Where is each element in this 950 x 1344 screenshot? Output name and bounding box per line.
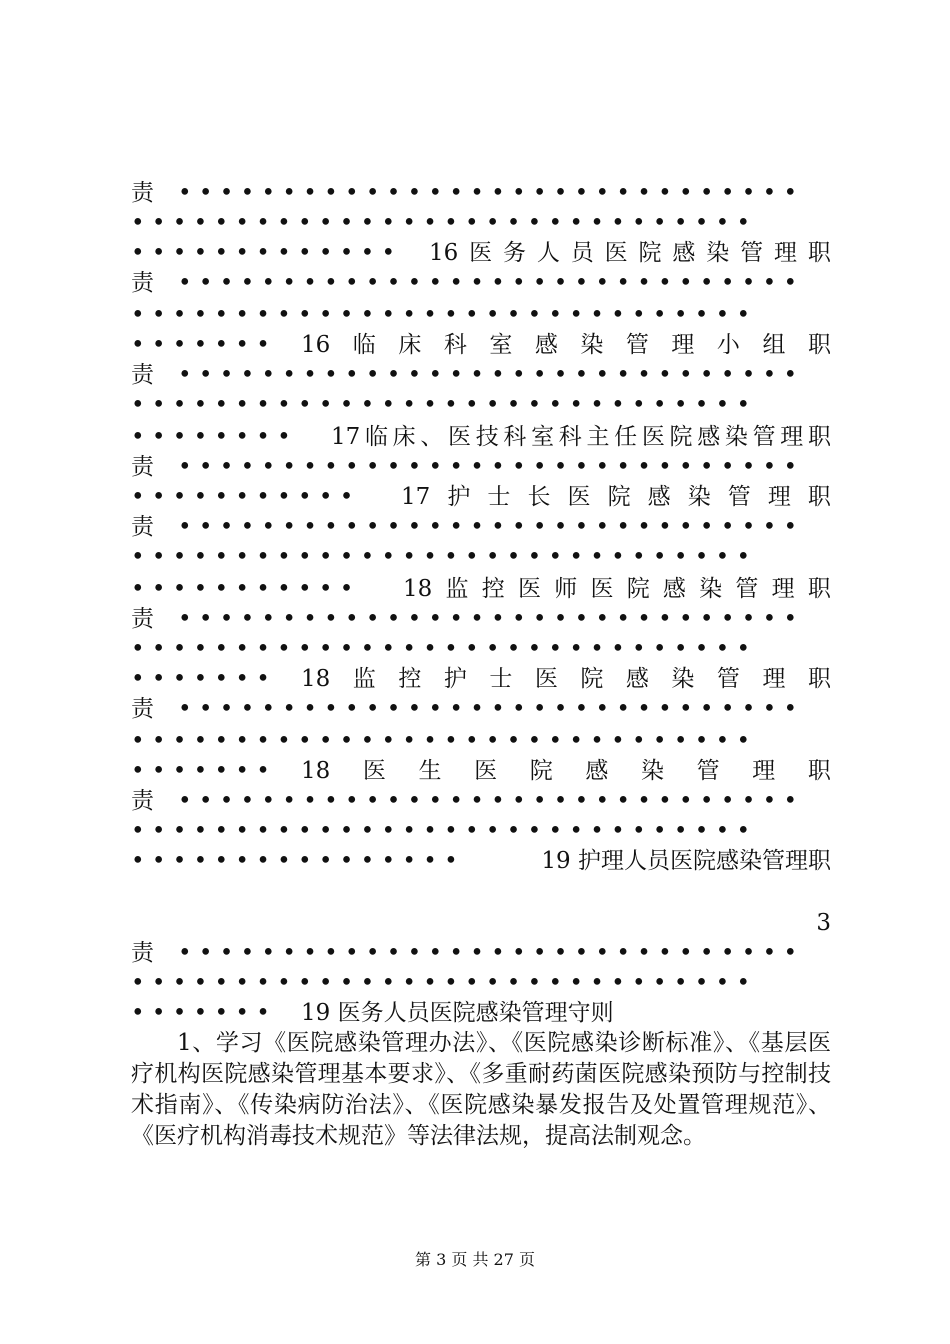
toc-title-char: 医 [362,758,386,784]
toc-leader-dots: • • • • • • • • • • • • • • • • • • • • • • • • • • • • • • [178,514,798,540]
toc-title-char: 职 [807,484,831,510]
toc-title-char: 理 [767,484,791,510]
toc-title-char: 室 [531,424,555,450]
toc-title-char: 理 [762,666,786,692]
toc-title-char: 感 [647,484,671,510]
toc-leader-dots: • • • • • • • • • • • • • [131,240,396,266]
toc-leader-dots: • • • • • • • • • • • • • • • • • • • • • • • • • • • • • • [131,728,751,754]
toc-title-char: 感 [672,240,696,266]
page-break-number: 3 [816,910,831,936]
toc-line [131,664,831,694]
toc-title-char: 16 [429,240,459,266]
toc-title-char: 务 [503,240,527,266]
toc-title-char: 监 [445,576,469,602]
toc-line [131,422,831,452]
toc-entry-title [301,664,831,694]
toc-leader-dots: • • • • • • • • • • • [131,576,354,602]
toc-title-char: 感 [662,576,686,602]
toc-title-char: 染 [724,424,748,450]
toc-line [131,634,831,664]
toc-line-head: 责 [131,514,154,540]
toc-line [131,542,831,572]
toc-title-char: 控 [481,576,505,602]
toc-title-char: 染 [580,332,604,358]
toc-entry-title [301,756,831,786]
toc-title-char: 职 [807,424,831,450]
toc-title-char: 医 [517,576,541,602]
toc-entry-title: 19 护理人员医院感染管理职 [541,848,831,874]
toc-line [131,360,831,390]
toc-title-char: 管 [735,576,759,602]
toc-leader-dots: • • • • • • • • • • • • • • • • • • • • • • • • • • • • • • [131,636,751,662]
toc-title-char: 医 [567,484,591,510]
toc-title-char: 管 [727,484,751,510]
toc-leader-dots: • • • • • • • [131,758,270,784]
toc-entry-title [401,482,831,512]
toc-title-char: 染 [671,666,695,692]
toc-title-char: 医 [641,424,665,450]
toc-title-char: 医 [448,424,472,450]
toc-leader-dots: • • • • • • • • • • • • • • • • • • • • • • • • • • • • • • [178,454,798,480]
toc-leader-dots: • • • • • • • • • • • • • • • • • • • • • • • • • • • • • • [178,180,798,206]
toc-title-char: 医 [469,240,493,266]
toc-title-char: 理 [771,576,795,602]
toc-entry-title [429,238,831,268]
toc-title-char: 院 [607,484,631,510]
toc-title-char: 感 [585,758,609,784]
toc-title-char: 染 [687,484,711,510]
toc-line [131,390,831,420]
toc-leader-dots: • • • • • • • • • • • • • • • • • • • • • • • • • • • • • • [131,302,751,328]
toc-line [131,998,831,1028]
toc-line-head: 责 [131,788,154,814]
toc-title-char: 院 [626,576,650,602]
toc-line [131,482,831,512]
toc-title-char: 17 [331,424,361,450]
toc-line [131,268,831,298]
toc-title-char: 床 [392,424,416,450]
toc-title-char: 长 [527,484,551,510]
toc-leader-dots: • • • • • • • • • • • • • • • • • • • • • • • • • • • • • • [131,970,751,996]
toc-leader-dots: • • • • • • • • • • • • • • • • • • • • • • • • • • • • • • [131,544,751,570]
toc-title-char: 管 [752,424,776,450]
toc-leader-dots: • • • • • • • • • • • • • • • • • • • • • • • • • • • • • • [131,818,751,844]
toc-title-char: 士 [489,666,513,692]
toc-leader-dots: • • • • • • • [131,332,270,358]
toc-title-char: 院 [580,666,604,692]
toc-leader-dots: • • • • • • • • • • • • • • • • • • • • • • • • • • • • • • [178,940,798,966]
toc-entry-title [403,574,831,604]
toc-title-char: 医 [474,758,498,784]
toc-leader-dots: • • • • • • • • [131,424,291,450]
toc-line [131,208,831,238]
toc-line [131,938,831,968]
toc-line [131,330,831,360]
toc-title-char: 师 [554,576,578,602]
toc-title-char: 室 [489,332,513,358]
toc-entry-title: 19 医务人员医院感染管理守则 [301,1000,614,1026]
toc-title-char: 生 [418,758,442,784]
toc-line-head: 责 [131,696,154,722]
toc-leader-dots: • • • • • • • • • • • • • • • • • • • • • • • • • • • • • • [178,788,798,814]
toc-entry-title [301,330,831,360]
toc-leader-dots: • • • • • • • • • • • • • • • • • • • • • • • • • • • • • • [178,362,798,388]
toc-title-char: 士 [487,484,511,510]
toc-title-char: 理 [780,424,804,450]
toc-title-char: 控 [398,666,422,692]
toc-title-char: 护 [443,666,467,692]
toc-title-char: 医 [590,576,614,602]
toc-line [131,786,831,816]
toc-title-char: 监 [352,666,376,692]
toc-line-head: 责 [131,362,154,388]
toc-title-char: 16 [301,332,331,358]
toc-line [131,512,831,542]
toc-title-char: 护 [447,484,471,510]
toc-line [131,816,831,846]
toc-title-char: 小 [716,332,740,358]
toc-title-char: 理 [774,240,798,266]
toc-title-char: 院 [529,758,553,784]
toc-leader-dots: • • • • • • • • • • • • • • • • • • • • • • • • • • • • • • [131,210,751,236]
toc-title-char: 临 [364,424,388,450]
toc-title-char: 管 [716,666,740,692]
toc-leader-dots: • • • • • • • • • • • • • • • • • • • • • • • • • • • • • • [178,606,798,632]
toc-title-char: 感 [534,332,558,358]
toc-leader-dots: • • • • • • • • • • • • • • • • [131,848,458,874]
toc-title-char: 组 [762,332,786,358]
toc-title-char: 职 [807,332,831,358]
toc-title-char: 染 [641,758,665,784]
toc-title-char: 18 [403,576,433,602]
toc-line [131,604,831,634]
toc-title-char: 医 [604,240,628,266]
toc-line [131,238,831,268]
toc-leader-dots: • • • • • • • • • • • • • • • • • • • • • • • • • • • • • • [178,696,798,722]
page-footer: 第 3 页 共 27 页 [415,1250,535,1269]
toc-line [131,574,831,604]
toc-title-char: 感 [697,424,721,450]
toc-title-char: 18 [301,666,331,692]
toc-title-char: 18 [301,758,331,784]
toc-title-char: 临 [352,332,376,358]
toc-title-char: 染 [706,240,730,266]
toc-line-head: 责 [131,940,154,966]
toc-title-char: 院 [638,240,662,266]
toc-line-head: 责 [131,180,154,206]
toc-line-head: 责 [131,270,154,296]
toc-line [131,452,831,482]
toc-title-char: 管 [696,758,720,784]
toc-line [131,756,831,786]
toc-entry-title [331,422,831,452]
toc-title-char: 理 [671,332,695,358]
toc-title-char: 、 [420,424,444,450]
toc-line [131,968,831,998]
toc-line [131,694,831,724]
toc-line-head: 责 [131,606,154,632]
toc-title-char: 任 [614,424,638,450]
toc-title-char: 科 [558,424,582,450]
body-paragraph: 1、学习《医院感染管理办法》、《医院感染诊断标准》、《基层医疗机构医院感染管理基本要求》、《多重耐药菌医院感染预防与控制技术指南》、《传染病防治法》、《医院感染暴发报告及处置管理规范》、《医疗机构消毒技术规范》等法律法规，提高法制观念。 [131,1030,831,1149]
toc-line [131,178,831,208]
toc-title-char: 床 [398,332,422,358]
toc-title-char: 染 [699,576,723,602]
toc-title-char: 科 [503,424,527,450]
toc-title-char: 职 [807,240,831,266]
toc-title-char: 理 [752,758,776,784]
toc-leader-dots: • • • • • • • [131,1000,270,1026]
toc-title-char: 管 [625,332,649,358]
toc-title-char: 人 [536,240,560,266]
toc-leader-dots: • • • • • • • [131,666,270,692]
toc-line [131,726,831,756]
toc-title-char: 管 [740,240,764,266]
toc-title-char: 17 [401,484,431,510]
toc-title-char: 科 [443,332,467,358]
toc-leader-dots: • • • • • • • • • • • • • • • • • • • • • • • • • • • • • • [178,270,798,296]
toc-title-char: 职 [807,758,831,784]
toc-title-char: 院 [669,424,693,450]
toc-line [131,846,831,876]
toc-leader-dots: • • • • • • • • • • • [131,484,354,510]
toc-title-char: 员 [570,240,594,266]
toc-title-char: 主 [586,424,610,450]
toc-title-char: 职 [807,666,831,692]
toc-leader-dots: • • • • • • • • • • • • • • • • • • • • • • • • • • • • • • [131,392,751,418]
toc-title-char: 感 [625,666,649,692]
toc-title-char: 医 [534,666,558,692]
toc-line [131,300,831,330]
toc-title-char: 技 [475,424,499,450]
toc-line-head: 责 [131,454,154,480]
toc-title-char: 职 [807,576,831,602]
